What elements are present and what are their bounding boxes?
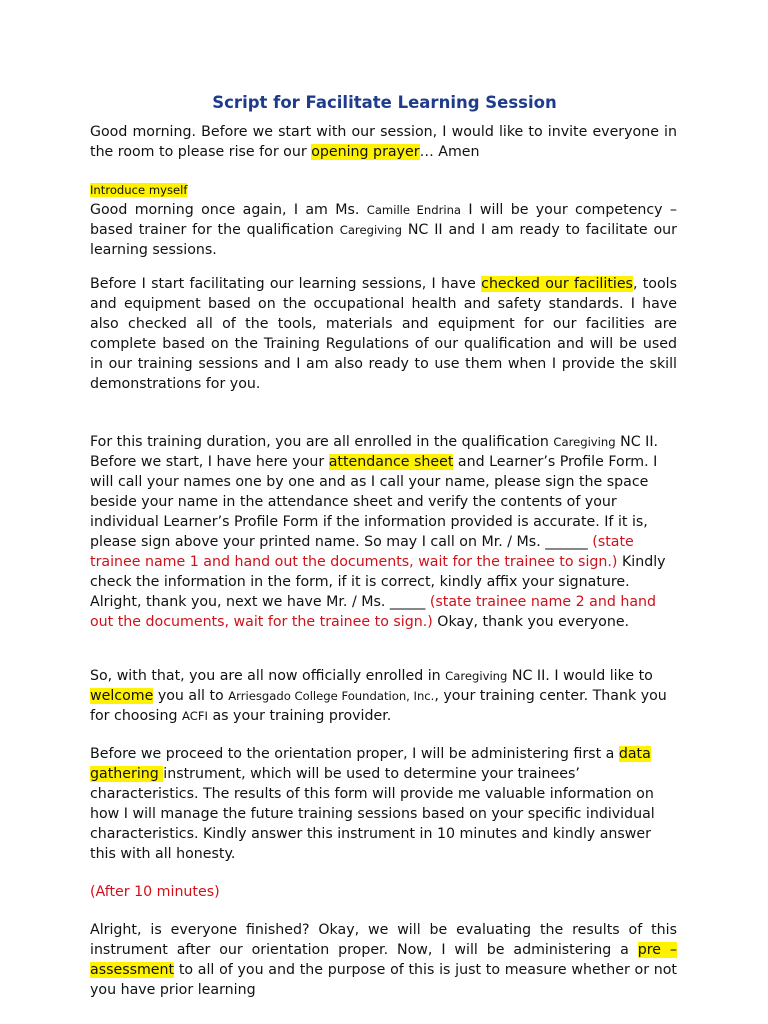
text-run: Alright, is everyone finished? Okay, we will be evaluating the results of this instrument after our orientation proper. Now, I will be administering a (90, 922, 677, 958)
text-run: … Amen (419, 144, 480, 160)
text-run: NC II and I am ready to facilitate our learning sessions. (90, 222, 677, 258)
highlight-welcome: welcome (90, 688, 154, 704)
highlight-attendance-sheet: attendance sheet (328, 454, 454, 470)
paragraph-data-gathering (90, 744, 677, 864)
text-run: NC II. I would like to (507, 668, 653, 684)
text-run: you all to (153, 688, 229, 704)
text-run: Good morning. Before we start with our session, I would like to invite everyone in the room to please rise for our (90, 124, 677, 160)
text-run: as your training provider. (207, 708, 392, 724)
paragraph-pre-assessment (90, 920, 677, 1000)
paragraph-facilities (90, 274, 677, 394)
highlight-data-gathering: data gathering (90, 746, 651, 782)
text-run: Kindly check the information in the form, if it is correct, kindly affix your signature. Alright, thank you, next we have Mr. / Ms. _____ (90, 554, 666, 610)
intro-label-paragraph (90, 180, 677, 200)
red-instruction-trainee-2: (state trainee name 2 and hand out the documents, wait for the trainee to sign.) (90, 594, 657, 630)
paragraph-opening-prayer (90, 122, 677, 162)
text-run: and Learner’s Profile Form. I will call your names one by one and as I call your name, please sign the space beside your name in the attendance sheet and verify the contents of your individual Learner’s Profile Form if the information provided is accurate. If it is, please sign above your printed name. So may I call on Mr. / Ms. ______ (90, 454, 658, 550)
highlight-pre-assessment: pre – assessment (90, 942, 678, 978)
text-run: Okay, thank you everyone. (432, 614, 630, 630)
text-run: I will be your competency – based trainer for the qualification (90, 202, 678, 238)
document-title: Script for Facilitate Learning Session (212, 93, 557, 112)
text-run: Before we proceed to the orientation proper, I will be administering first a (90, 746, 619, 762)
intro-label: Introduce myself (90, 183, 188, 197)
document-page (90, 90, 677, 1000)
qualification-name: Caregiving (339, 223, 402, 237)
trainer-name: Camille Endrina (366, 203, 462, 217)
text-run: So, with that, you are all now officially enrolled in (90, 668, 446, 684)
paragraph-enrollment (90, 432, 677, 632)
text-run: to all of you and the purpose of this is just to measure whether or not you have prior learning (90, 962, 677, 998)
text-run: Good morning once again, I am Ms. (90, 202, 367, 218)
text-run: , tools and equipment based on the occupational health and safety standards. I have also checked all of the tools, materials and equipment for our facilities are complete based on the Training Regulations of our qualification and will be used in our training sessions and I am also ready to use them when I provide the skill demonstrations for you. (90, 276, 677, 392)
after-10-minutes-note: (After 10 minutes) (90, 884, 220, 900)
highlight-checked-facilities: checked our facilities (481, 276, 633, 292)
text-run: instrument, which will be used to determine your trainees’ characteristics. The results of this form will provide me valuable information on how I will manage the future training sessions based on your specific individual characteristics. Kindly answer this instrument in 10 minutes and kindly answer this with all honesty. (90, 766, 655, 862)
text-run: NC II. Before we start, I have here your (90, 434, 659, 470)
qualification-name: Caregiving (553, 435, 616, 449)
red-instruction-trainee-1: (state trainee name 1 and hand out the documents, wait for the trainee to sign.) (90, 534, 634, 570)
highlight-opening-prayer: opening prayer (311, 144, 420, 160)
organization-name: Arriesgado College Foundation, Inc. (228, 689, 435, 703)
text-run: , your training center. Thank you for choosing (90, 688, 667, 724)
paragraph-welcome (90, 666, 677, 726)
text-run: Before I start facilitating our learning sessions, I have (90, 276, 482, 292)
qualification-name: Caregiving (445, 669, 508, 683)
text-run: For this training duration, you are all enrolled in the qualification (90, 434, 554, 450)
organization-acronym: ACFI (182, 709, 208, 723)
paragraph-introduction (90, 200, 677, 260)
